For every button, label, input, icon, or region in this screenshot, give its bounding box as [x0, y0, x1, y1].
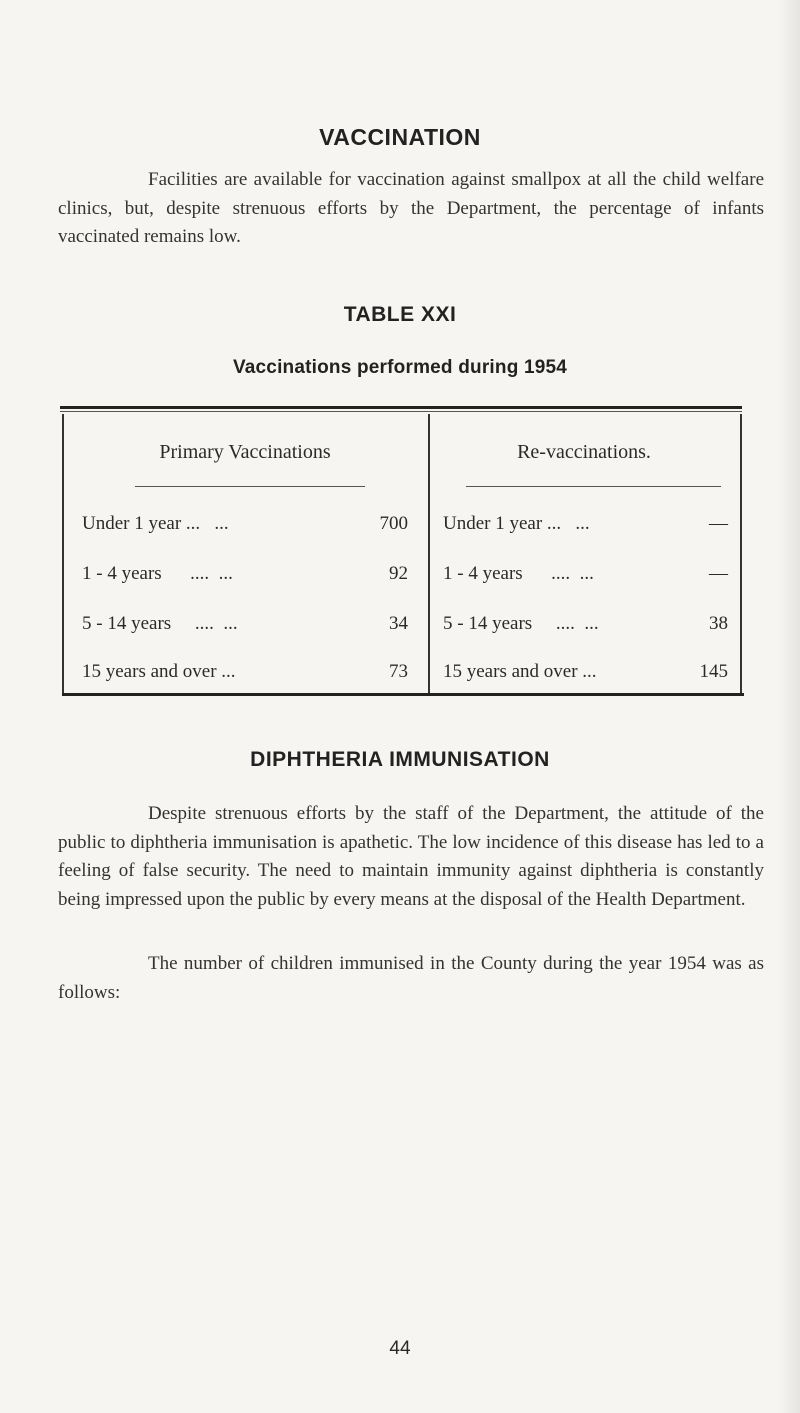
column-header-revaccinations: Re-vaccinations.: [517, 441, 651, 463]
header-underline-primary: [135, 486, 365, 487]
diphtheria-paragraph: Despite strenuous efforts by the staff of the Department, the attitude of the public to diphtheria immunisation is apathetic. The low incidence of this disease has led to a feeling of false security. The need to maintain immunity against diphtheria is constantly being impressed upon the public by every means at the disposal of the Health Department.: [58, 803, 764, 910]
revaccination-row-label: 5 - 14 years .... ...: [443, 613, 599, 634]
table-subtitle: Vaccinations performed during 1954: [232, 357, 568, 378]
primary-row-label: 15 years and over ...: [82, 661, 236, 682]
table-right-border: [740, 414, 742, 693]
primary-row-value: 73: [389, 661, 408, 682]
primary-row-label: Under 1 year ... ...: [82, 513, 229, 534]
diphtheria-heading: DIPHTHERIA IMMUNISATION: [250, 748, 550, 771]
vaccination-heading: VACCINATION: [319, 124, 481, 150]
primary-row-value: 92: [389, 563, 408, 584]
revaccination-row-label: 1 - 4 years .... ...: [443, 563, 594, 584]
table-title: TABLE XXI: [343, 303, 457, 326]
table-top-rule-thin: [60, 411, 742, 412]
primary-row-label: 1 - 4 years .... ...: [82, 563, 233, 584]
vaccination-paragraph: Facilities are available for vaccination against smallpox at all the child welfare clinics, but, despite strenuous efforts by the Department, the percentage of infants vaccinated remains low.: [58, 169, 764, 247]
primary-row-label: 5 - 14 years .... ...: [82, 613, 238, 634]
revaccination-row-value: 145: [699, 661, 728, 682]
table-top-rule: [60, 406, 742, 409]
header-underline-revaccinations: [466, 486, 721, 487]
page-number: 44: [389, 1338, 411, 1359]
primary-row-value: 34: [389, 613, 408, 634]
revaccination-row-value: 38: [709, 613, 728, 634]
primary-row-value: 700: [379, 513, 408, 534]
revaccination-row-value: —: [709, 563, 728, 584]
page-edge-shadow: [778, 0, 800, 1413]
immunised-count-paragraph: The number of children immunised in the County during the year 1954 was as follows:: [58, 953, 764, 1003]
column-header-primary: Primary Vaccinations: [159, 441, 331, 463]
table-bottom-rule: [62, 693, 744, 696]
revaccination-row-label: Under 1 year ... ...: [443, 513, 590, 534]
revaccination-row-value: —: [709, 513, 728, 534]
revaccination-row-label: 15 years and over ...: [443, 661, 597, 682]
